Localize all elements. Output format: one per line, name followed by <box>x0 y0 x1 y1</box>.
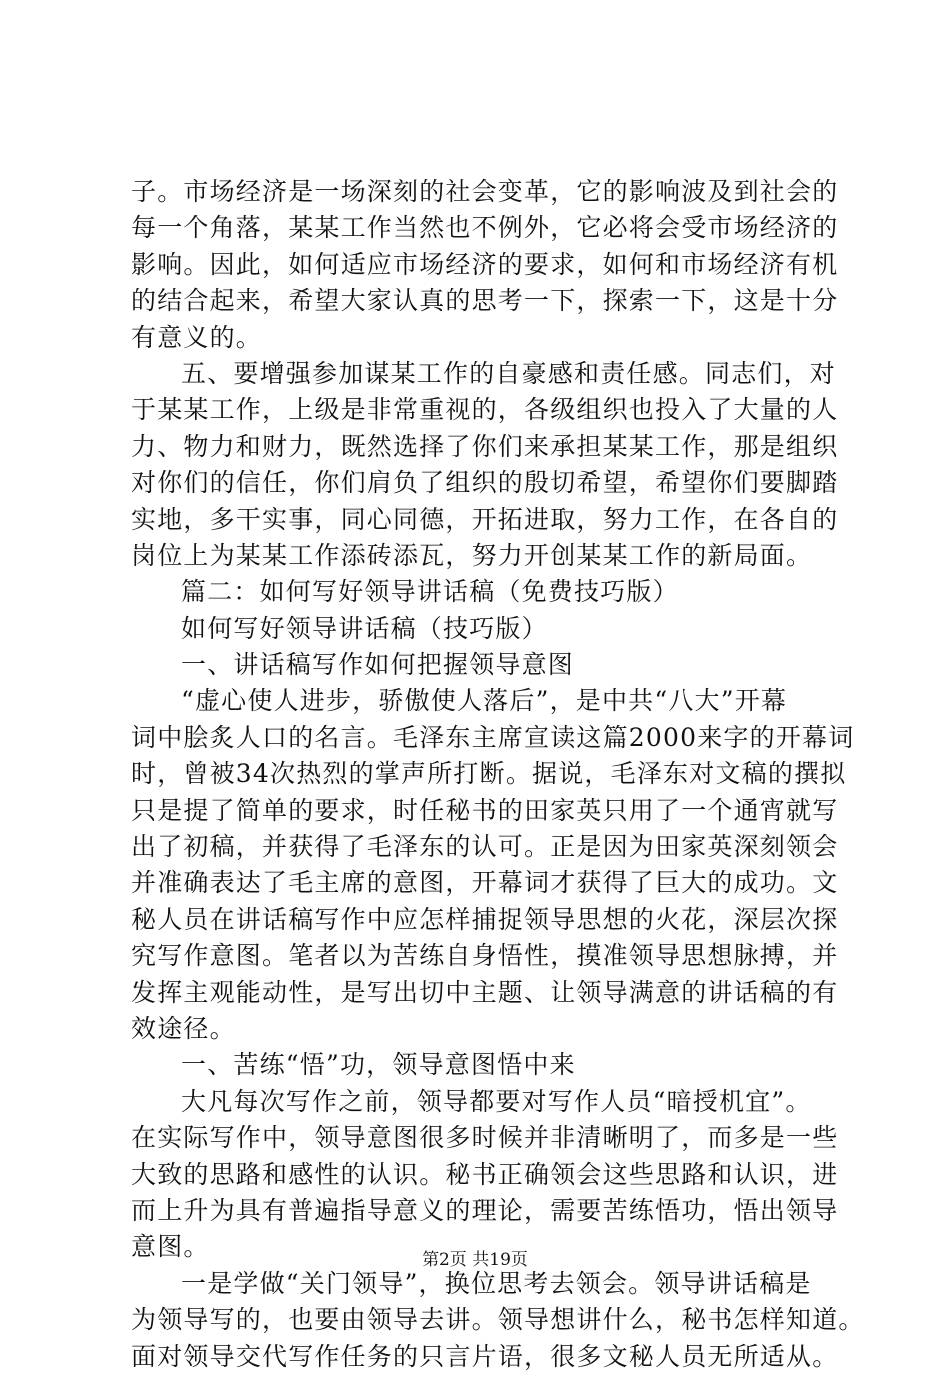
text-line: 大致的思路和感性的认识。秘书正确领会这些思路和认识，进 <box>131 1159 839 1189</box>
text-line: 意图。 <box>131 1232 210 1262</box>
paragraph-first-line: 五、要增强参加谋某工作的自豪感和责任感。同志们，对 <box>181 358 837 388</box>
paragraph-first-line: 大凡每次写作之前，领导都要对写作人员“暗授机宜”。 <box>181 1086 812 1116</box>
text-line: 子。市场经济是一场深刻的社会变革，它的影响波及到社会的 <box>131 177 839 206</box>
text-line: 力、物力和财力，既然选择了你们来承担某某工作，那是组织 <box>131 431 839 461</box>
text-line: 的结合起来，希望大家认真的思考一下，探索一下，这是十分 <box>131 286 839 316</box>
text-line: 时，曾被34次热烈的掌声所打断。据说，毛泽东对文稿的撰拟 <box>131 759 847 789</box>
article-title: 如何写好领导讲话稿（技巧版） <box>181 613 548 643</box>
text-line: 于某某工作，上级是非常重视的，各级组织也投入了大量的人 <box>131 395 839 425</box>
section-heading: 一、苦练“悟”功，领导意图悟中来 <box>181 1050 576 1080</box>
text-line: 效途径。 <box>131 1013 236 1043</box>
text-line: 出了初稿，并获得了毛泽东的认可。正是因为田家英深刻领会 <box>131 832 839 862</box>
paragraph-first-line: 一是学做“关门领导”，换位思考去领会。领导讲话稿是 <box>181 1268 812 1298</box>
text-line: 词中脍炙人口的名言。毛泽东主席宣读这篇2000来字的开幕词 <box>131 722 855 752</box>
text-line: 而上升为具有普遍指导意义的理论，需要苦练悟功，悟出领导 <box>131 1195 839 1225</box>
page-number-footer: 第2页 共19页 <box>422 1250 528 1270</box>
text-line: 并准确表达了毛主席的意图，开幕词才获得了巨大的成功。文 <box>131 868 839 898</box>
text-line: 有意义的。 <box>131 322 263 352</box>
text-line: 影响。因此，如何适应市场经济的要求，如何和市场经济有机 <box>131 249 839 279</box>
text-line: 究写作意图。笔者以为苦练自身悟性，摸准领导思想脉搏，并 <box>131 941 839 971</box>
text-line: 岗位上为某某工作添砖添瓦，努力开创某某工作的新局面。 <box>131 540 813 570</box>
text-line: 秘人员在讲话稿写作中应怎样捕捉领导思想的火花，深层次探 <box>131 904 839 934</box>
text-line: 在实际写作中，领导意图很多时候并非清晰明了，而多是一些 <box>131 1123 839 1153</box>
text-line: 每一个角落，某某工作当然也不例外，它必将会受市场经济的 <box>131 213 839 243</box>
section-heading: 篇二：如何写好领导讲话稿（免费技巧版） <box>181 577 679 607</box>
document-body <box>131 174 865 1375</box>
text-line: 为领导写的，也要由领导去讲。领导想讲什么，秘书怎样知道。 <box>131 1305 865 1335</box>
text-line: 只是提了简单的要求，时任秘书的田家英只用了一个通宵就写 <box>131 795 839 825</box>
section-heading: 一、讲话稿写作如何把握领导意图 <box>181 650 575 680</box>
text-line: 对你们的信任，你们肩负了组织的殷切希望，希望你们要脚踏 <box>131 468 839 498</box>
text-line: 实地，多干实事，同心同德，开拓进取，努力工作，在各自的 <box>131 504 839 534</box>
text-line: 发挥主观能动性，是写出切中主题、让领导满意的讲话稿的有 <box>131 977 839 1007</box>
text-line: 面对领导交代写作任务的只言片语，很多文秘人员无所适从。 <box>131 1341 839 1371</box>
paragraph-first-line: “虚心使人进步，骄傲使人落后”，是中共“八大”开幕 <box>181 686 788 716</box>
